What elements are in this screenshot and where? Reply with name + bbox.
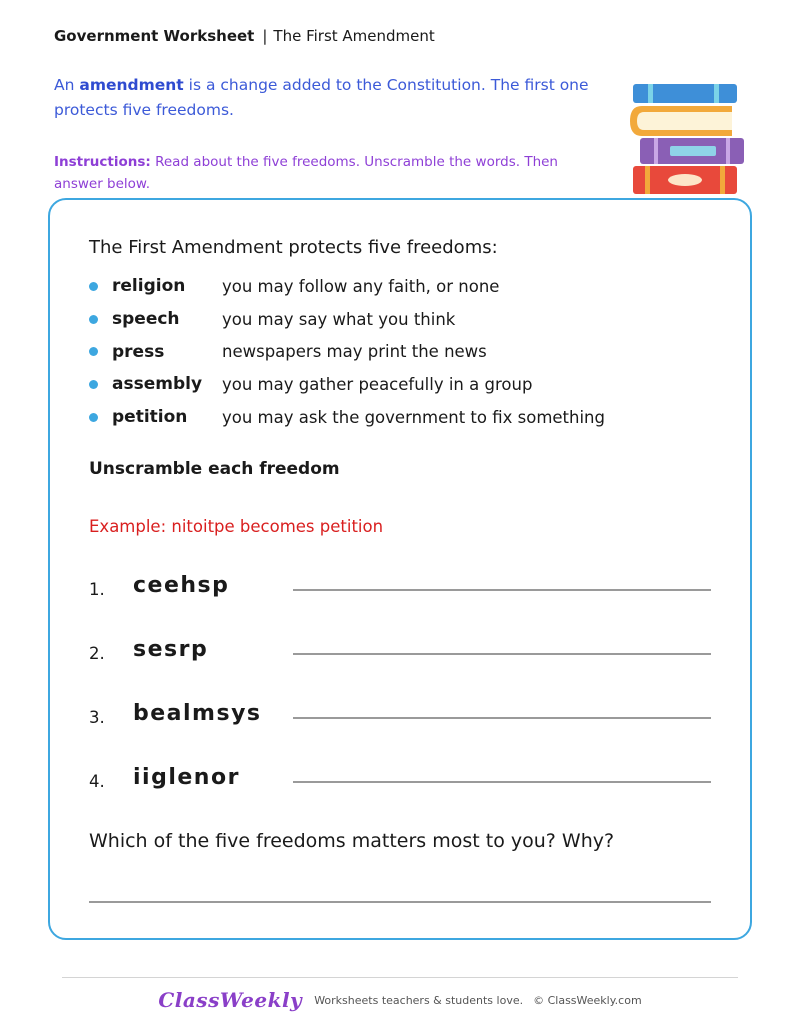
- answer-line[interactable]: [293, 653, 711, 655]
- list-item: [89, 335, 709, 368]
- list-item: [89, 401, 709, 434]
- freedom-description: you may say what you think: [222, 309, 456, 329]
- list-item: [89, 368, 709, 401]
- freedom-name: speech: [112, 309, 180, 330]
- freedom-name: petition: [112, 407, 188, 428]
- instructions-text: Read about the five freedoms. Unscramble the words. Then answer below.: [54, 154, 558, 192]
- item-number: 4.: [89, 772, 105, 791]
- freedom-description: you may follow any faith, or none: [222, 276, 500, 296]
- freedom-description: newspapers may print the news: [222, 342, 487, 362]
- item-number: 3.: [89, 708, 105, 727]
- freedoms-list: [89, 270, 709, 433]
- reflection-answer-line[interactable]: [89, 901, 711, 903]
- unscramble-item: [89, 698, 711, 738]
- list-item: [89, 303, 709, 336]
- unscramble-item: [89, 570, 711, 610]
- bullet-dot-icon: [89, 315, 98, 324]
- item-number: 2.: [89, 644, 105, 663]
- scrambled-word: sesrp: [133, 637, 209, 662]
- instructions-label: Instructions:: [54, 154, 151, 170]
- unscramble-item: [89, 762, 711, 802]
- list-item: [89, 270, 709, 303]
- scrambled-word: iiglenor: [133, 765, 240, 790]
- worksheet-topic: The First Amendment: [273, 27, 435, 45]
- intro-after: is a change added to the Constitution. The first one protects five freedoms.: [54, 76, 589, 119]
- freedom-name: assembly: [112, 374, 203, 395]
- reflection-question: Which of the five freedoms matters most to you? Why?: [89, 830, 615, 852]
- footer-divider: [62, 977, 738, 978]
- bullet-dot-icon: [89, 380, 98, 389]
- unscramble-heading: Unscramble each freedom: [89, 459, 340, 479]
- freedom-description: you may gather peacefully in a group: [222, 374, 533, 394]
- brand-logo: ClassWeekly: [158, 988, 303, 1012]
- header-separator: |: [262, 27, 268, 45]
- scrambled-word: ceehsp: [133, 573, 230, 598]
- intro-text: [54, 73, 594, 123]
- worksheet-subject: Government Worksheet: [54, 27, 255, 45]
- item-number: 1.: [89, 580, 105, 599]
- scrambled-word: bealmsys: [133, 701, 262, 726]
- answer-line[interactable]: [293, 781, 711, 783]
- unscramble-item: [89, 634, 711, 674]
- answer-line[interactable]: [293, 589, 711, 591]
- unscramble-example: Example: nitoitpe becomes petition: [89, 517, 384, 536]
- bullet-dot-icon: [89, 282, 98, 291]
- freedom-description: you may ask the government to fix something: [222, 407, 605, 427]
- intro-before: An: [54, 76, 80, 94]
- footer-copyright: © ClassWeekly.com: [533, 993, 642, 1007]
- freedoms-lead: The First Amendment protects five freedoms:: [89, 237, 498, 258]
- stack-of-books-icon: [628, 82, 748, 198]
- answer-line[interactable]: [293, 717, 711, 719]
- bullet-dot-icon: [89, 413, 98, 422]
- bullet-dot-icon: [89, 347, 98, 356]
- instructions: [54, 151, 574, 195]
- intro-term: amendment: [79, 76, 184, 94]
- footer-tagline: Worksheets teachers & students love.: [314, 993, 524, 1007]
- freedom-name: press: [112, 341, 165, 362]
- worksheet-header: [54, 27, 435, 45]
- footer: [0, 988, 800, 1012]
- freedom-name: religion: [112, 276, 186, 297]
